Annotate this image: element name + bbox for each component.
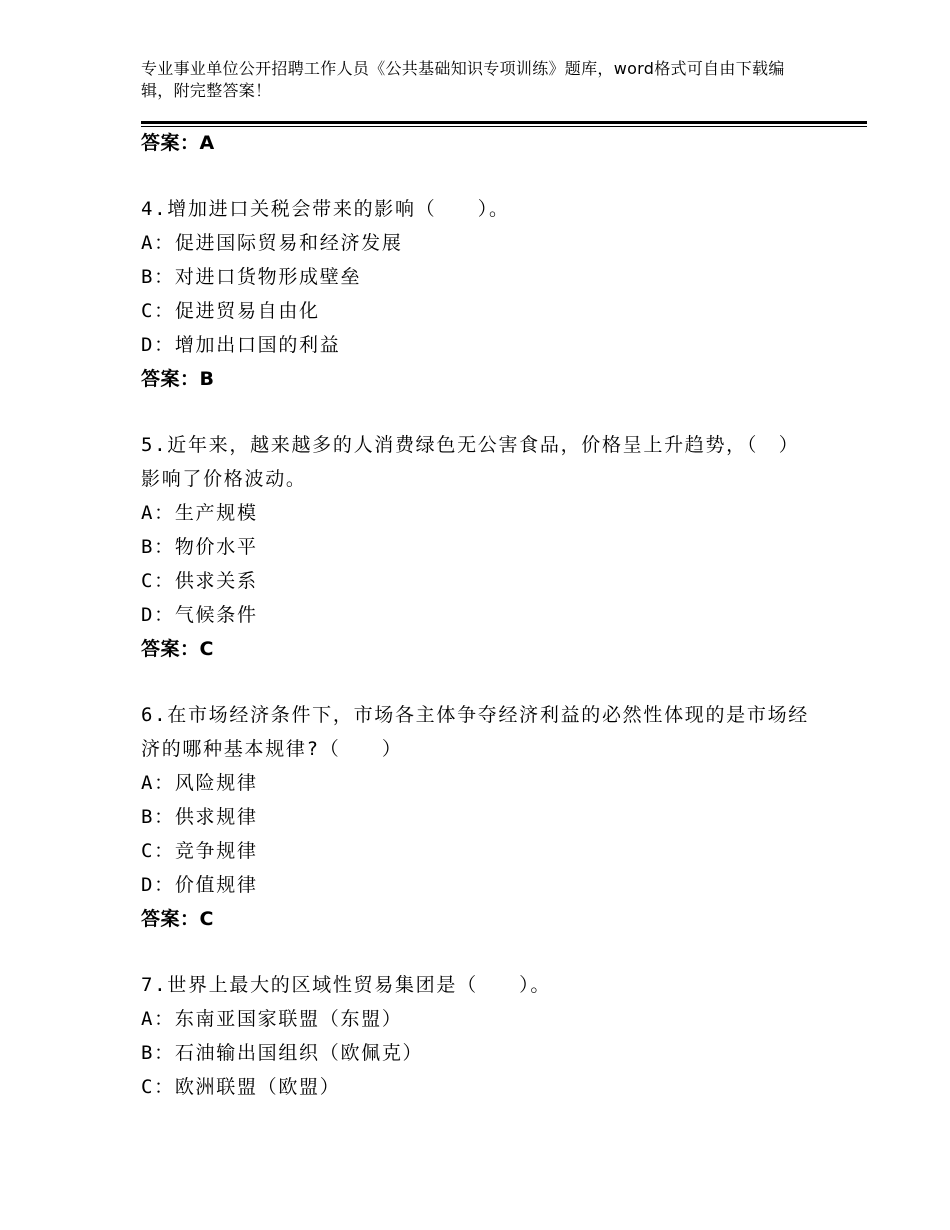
option-a: A：东南亚国家联盟（东盟） [141, 1008, 403, 1030]
question-4 [141, 192, 809, 396]
answer-line: 答案：C [141, 638, 214, 660]
option-a: A：促进国际贸易和经济发展 [141, 232, 403, 254]
option-c: C：欧洲联盟（欧盟） [141, 1076, 341, 1098]
option-a: A：生产规模 [141, 502, 258, 524]
option-d: D：气候条件 [141, 604, 258, 626]
option-d: D：增加出口国的利益 [141, 334, 341, 356]
option-b: B：对进口货物形成壁垒 [141, 266, 362, 288]
option-b: B：石油输出国组织（欧佩克） [141, 1042, 424, 1064]
question-5 [141, 428, 809, 666]
question-7 [141, 968, 809, 1104]
option-b: B：供求规律 [141, 806, 258, 828]
option-a: A：风险规律 [141, 772, 258, 794]
option-b: B：物价水平 [141, 536, 258, 558]
question-stem: 7.世界上最大的区域性贸易集团是（ ）。 [141, 974, 552, 996]
question-6 [141, 698, 809, 936]
question-stem: 4.增加进口关税会带来的影响（ ）。 [141, 198, 510, 220]
question-stem: 5.近年来，越来越多的人消费绿色无公害食品，价格呈上升趋势，（ ）影响了价格波动。 [141, 434, 800, 490]
option-c: C：促进贸易自由化 [141, 300, 320, 322]
question-list [141, 126, 809, 1104]
option-d: D：价值规律 [141, 874, 258, 896]
option-c: C：竞争规律 [141, 840, 258, 862]
option-c: C：供求关系 [141, 570, 258, 592]
header-rule-thick [141, 121, 867, 124]
question-stem: 6.在市场经济条件下，市场各主体争夺经济利益的必然性体现的是市场经济的哪种基本规律?（ ） [141, 704, 809, 760]
answer-line: 答案：B [141, 368, 215, 390]
answer-line: 答案：C [141, 908, 214, 930]
document-header: 专业事业单位公开招聘工作人员《公共基础知识专项训练》题库，word格式可自由下载编辑，附完整答案！ [141, 59, 785, 100]
answer-line: 答案：A [141, 132, 215, 154]
